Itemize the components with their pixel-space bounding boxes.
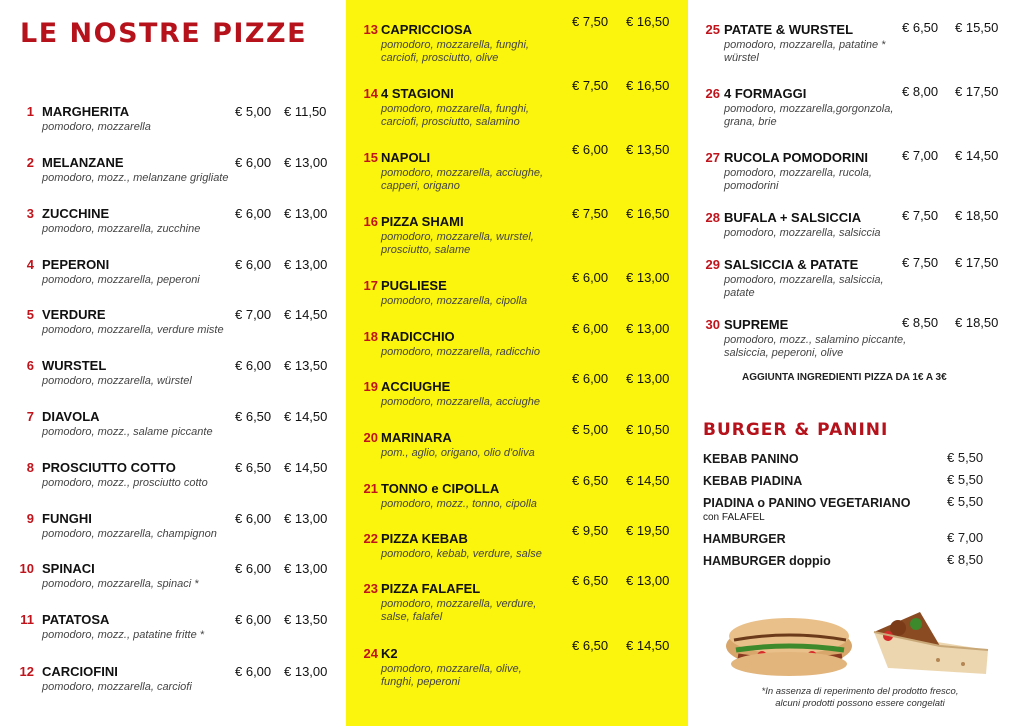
item-description: [724, 227, 881, 240]
price-small: € 8,00: [902, 84, 939, 99]
item-number: 2: [26, 155, 34, 170]
pizza-item: [358, 638, 684, 696]
price-large: € 10,50: [626, 422, 670, 437]
burger-price: € 5,50: [947, 494, 984, 509]
item-number: 7: [26, 409, 34, 424]
burger-item: [703, 532, 993, 552]
price-small: € 7,00: [902, 148, 939, 163]
item-description: [724, 39, 885, 65]
pizza-item: [358, 573, 684, 631]
description-line-2: salse, falafel: [381, 611, 443, 623]
item-number: 12: [19, 664, 34, 679]
sandwich-image: [722, 606, 857, 684]
item-description: pomodoro, mozzarella, champignon: [42, 528, 217, 540]
item-name: WURSTEL: [42, 358, 107, 373]
pizza-item: [698, 22, 1018, 77]
footnote-line-1: *In assenza di reperimento del prodotto fresco,: [761, 686, 959, 697]
description-line-2: patate: [724, 287, 755, 299]
price-small: € 6,50: [572, 573, 609, 588]
item-name: SALSICCIA & PATATE: [724, 257, 859, 272]
item-number: 25: [705, 22, 720, 37]
price-small: € 5,00: [235, 104, 272, 119]
item-description: pomodoro, mozzarella, würstel: [42, 375, 192, 387]
price-large: € 13,00: [284, 206, 328, 221]
item-name: RUCOLA POMODORINI: [724, 150, 868, 165]
item-name: PATATE & WURSTEL: [724, 22, 854, 37]
price-large: € 13,00: [284, 155, 328, 170]
description-line-1: pomodoro, mozzarella, funghi,: [381, 39, 529, 51]
burger-price: € 8,50: [947, 552, 984, 567]
pizza-item: [12, 409, 342, 449]
pizza-item: [12, 155, 342, 195]
price-small: € 6,50: [235, 409, 272, 424]
pizza-item: [698, 257, 1018, 312]
item-number: 1: [26, 104, 34, 119]
pizza-item: [12, 460, 342, 500]
price-small: € 6,50: [572, 638, 609, 653]
item-name: PIZZA FALAFEL: [381, 581, 481, 596]
item-number: 15: [363, 150, 378, 165]
burger-price: € 7,00: [947, 530, 984, 545]
item-name: 4 FORMAGGI: [724, 86, 807, 101]
item-name: MARINARA: [381, 430, 452, 445]
item-name: DIAVOLA: [42, 409, 100, 424]
item-name: ZUCCHINE: [42, 206, 110, 221]
item-description: pomodoro, mozzarella, carciofi: [42, 681, 192, 693]
price-large: € 13,00: [626, 321, 670, 336]
description-line-2: salsiccia, peperoni, olive: [724, 347, 844, 359]
description-line-1: pomodoro, mozzarella,gorgonzola,: [724, 103, 894, 115]
description-line-1: pomodoro, mozzarella, olive,: [381, 663, 522, 675]
item-description: [381, 39, 529, 65]
pizza-item: [12, 511, 342, 551]
price-large: € 16,50: [626, 14, 670, 29]
item-number: 28: [705, 210, 720, 225]
burger-item: [703, 474, 993, 494]
price-small: € 6,50: [572, 473, 609, 488]
item-name: SUPREME: [724, 317, 789, 332]
item-description: [381, 103, 529, 129]
description-line-2: grana, brie: [724, 116, 777, 128]
item-description: [381, 295, 527, 308]
item-description: pomodoro, mozzarella, spinaci *: [42, 578, 199, 590]
description-line-2: capperi, origano: [381, 180, 460, 192]
description-line-1: pom., aglio, origano, olio d'oliva: [381, 447, 535, 459]
menu-column-2: [346, 0, 688, 726]
item-name: SPINACI: [42, 561, 95, 576]
burger-name: PIADINA o PANINO VEGETARIANO: [703, 496, 911, 510]
price-large: € 13,00: [626, 573, 670, 588]
burger-name: KEBAB PANINO: [703, 452, 799, 466]
extra-ingredients-note: AGGIUNTA INGREDIENTI PIZZA DA 1€ A 3€: [742, 372, 947, 383]
burger-name: HAMBURGER: [703, 532, 786, 546]
pizza-item: [12, 664, 342, 704]
pizza-item: [12, 206, 342, 246]
item-description: [724, 103, 893, 129]
price-large: € 16,50: [626, 78, 670, 93]
item-description: [381, 548, 542, 561]
item-description: [381, 598, 536, 624]
description-line-1: pomodoro, mozzarella, wurstel,: [381, 231, 534, 243]
item-name: TONNO e CIPOLLA: [381, 481, 500, 496]
price-small: € 6,00: [572, 371, 609, 386]
item-description: [381, 663, 522, 689]
item-description: [381, 231, 534, 257]
item-name: PROSCIUTTO COTTO: [42, 460, 176, 475]
item-description: [381, 346, 540, 359]
item-name: K2: [381, 646, 398, 661]
item-number: 22: [363, 531, 378, 546]
price-large: € 14,50: [955, 148, 999, 163]
item-description: pomodoro, mozz., salame piccante: [42, 426, 213, 438]
item-name: PUGLIESE: [381, 278, 447, 293]
item-number: 10: [19, 561, 34, 576]
price-small: € 6,00: [235, 358, 272, 373]
price-large: € 13,50: [284, 612, 328, 627]
menu-column-1: [0, 0, 346, 726]
item-number: 5: [26, 307, 34, 322]
burger-item: [703, 554, 993, 574]
pizza-item: [12, 358, 342, 398]
pizza-item: [358, 142, 684, 200]
burger-price: € 5,50: [947, 472, 984, 487]
item-description: [381, 447, 535, 460]
page-title: LE NOSTRE PIZZE: [20, 18, 308, 49]
item-description: pomodoro, mozz., melanzane grigliate: [42, 172, 229, 184]
description-line-1: pomodoro, mozzarella, radicchio: [381, 346, 540, 358]
item-name: VERDURE: [42, 307, 106, 322]
price-small: € 6,00: [235, 155, 272, 170]
price-small: € 7,50: [902, 255, 939, 270]
item-name: BUFALA + SALSICCIA: [724, 210, 862, 225]
description-line-1: pomodoro, mozzarella, acciughe,: [381, 167, 544, 179]
price-small: € 6,50: [235, 460, 272, 475]
burger-item: [703, 494, 993, 523]
description-line-1: pomodoro, mozzarella, funghi,: [381, 103, 529, 115]
description-line-2: pomodorini: [724, 180, 779, 192]
price-large: € 14,50: [626, 638, 670, 653]
item-number: 20: [363, 430, 378, 445]
price-small: € 7,00: [235, 307, 272, 322]
burger-name: KEBAB PIADINA: [703, 474, 803, 488]
item-number: 4: [26, 257, 34, 272]
price-small: € 9,50: [572, 523, 609, 538]
item-description: [724, 167, 872, 193]
burger-section-title: BURGER & PANINI: [703, 420, 889, 440]
item-name: CARCIOFINI: [42, 664, 118, 679]
item-name: ACCIUGHE: [381, 379, 451, 394]
price-small: € 6,00: [235, 664, 272, 679]
price-large: € 18,50: [955, 208, 999, 223]
burger-name: HAMBURGER doppio: [703, 554, 831, 568]
footnote-line-2: alcuni prodotti possono essere congelati: [775, 698, 945, 709]
price-small: € 7,50: [902, 208, 939, 223]
pizza-item: [358, 78, 684, 136]
pizza-item: [698, 86, 1018, 141]
price-large: € 11,50: [284, 104, 327, 119]
footnote: [720, 686, 1000, 710]
description-line-2: funghi, peperoni: [381, 676, 460, 688]
price-small: € 6,00: [572, 321, 609, 336]
item-number: 17: [363, 278, 378, 293]
item-number: 14: [363, 86, 378, 101]
item-description: [381, 396, 540, 409]
item-name: NAPOLI: [381, 150, 431, 165]
item-description: pomodoro, mozzarella, peperoni: [42, 274, 200, 286]
item-description: pomodoro, mozzarella: [42, 121, 151, 133]
price-large: € 14,50: [284, 409, 328, 424]
item-number: 27: [705, 150, 720, 165]
price-small: € 6,00: [235, 206, 272, 221]
item-number: 8: [26, 460, 34, 475]
item-name: RADICCHIO: [381, 329, 455, 344]
item-description: pomodoro, mozz., prosciutto cotto: [42, 477, 208, 489]
price-small: € 6,00: [235, 612, 272, 627]
description-line-1: pomodoro, kebab, verdure, salse: [381, 548, 542, 560]
price-large: € 13,00: [626, 270, 670, 285]
item-name: 4 STAGIONI: [381, 86, 454, 101]
item-description: pomodoro, mozzarella, verdure miste: [42, 324, 224, 336]
description-line-1: pomodoro, mozzarella, salsiccia: [724, 227, 881, 239]
item-number: 21: [363, 481, 378, 496]
description-line-1: pomodoro, mozz., salamino piccante,: [724, 334, 907, 346]
pizza-item: [12, 307, 342, 347]
item-number: 19: [363, 379, 378, 394]
price-small: € 8,50: [902, 315, 939, 330]
pizza-item: [698, 317, 1018, 372]
price-large: € 13,00: [284, 511, 328, 526]
price-small: € 6,00: [235, 511, 272, 526]
description-line-1: pomodoro, mozzarella, cipolla: [381, 295, 528, 307]
description-line-2: carciofi, prosciutto, salamino: [381, 116, 520, 128]
price-large: € 17,50: [955, 84, 999, 99]
price-small: € 5,00: [572, 422, 609, 437]
item-name: CAPRICCIOSA: [381, 22, 473, 37]
price-large: € 13,00: [284, 561, 328, 576]
description-line-1: pomodoro, mozz., tonno, cipolla: [381, 498, 537, 510]
description-line-2: würstel: [724, 52, 759, 64]
item-number: 26: [705, 86, 720, 101]
item-description: pomodoro, mozz., patatine fritte *: [42, 629, 205, 641]
description-line-1: pomodoro, mozzarella, verdure,: [381, 598, 537, 610]
item-number: 23: [363, 581, 378, 596]
burger-item: [703, 452, 993, 472]
item-name: MELANZANE: [42, 155, 124, 170]
price-small: € 6,50: [902, 20, 939, 35]
item-description: [724, 334, 906, 360]
description-line-1: pomodoro, mozzarella, patatine *: [724, 39, 886, 51]
description-line-2: prosciutto, salame: [381, 244, 471, 256]
price-large: € 13,00: [284, 257, 328, 272]
price-small: € 7,50: [572, 206, 609, 221]
price-large: € 14,50: [284, 460, 328, 475]
item-description: [724, 274, 884, 300]
pizza-item: [698, 150, 1018, 205]
description-line-1: pomodoro, mozzarella, rucola,: [724, 167, 872, 179]
pizza-item: [12, 104, 342, 144]
item-number: 9: [26, 511, 34, 526]
price-large: € 17,50: [955, 255, 999, 270]
price-small: € 6,00: [235, 561, 272, 576]
item-description: [381, 167, 543, 193]
price-large: € 18,50: [955, 315, 999, 330]
item-name: PEPERONI: [42, 257, 110, 272]
price-large: € 16,50: [626, 206, 670, 221]
item-number: 18: [363, 329, 378, 344]
item-number: 24: [363, 646, 378, 661]
description-line-1: pomodoro, mozzarella, salsiccia,: [724, 274, 884, 286]
pizza-item: [358, 206, 684, 264]
price-large: € 13,00: [626, 371, 670, 386]
description-line-2: carciofi, prosciutto, olive: [381, 52, 499, 64]
item-name: PIZZA KEBAB: [381, 531, 468, 546]
item-name: PATATOSA: [42, 612, 110, 627]
price-small: € 6,00: [572, 142, 609, 157]
price-large: € 13,50: [626, 142, 670, 157]
item-number: 6: [26, 358, 34, 373]
item-number: 3: [26, 206, 34, 221]
price-small: € 6,00: [572, 270, 609, 285]
item-number: 16: [363, 214, 378, 229]
item-name: PIZZA SHAMI: [381, 214, 464, 229]
price-large: € 13,50: [284, 358, 328, 373]
price-small: € 6,00: [235, 257, 272, 272]
price-small: € 7,50: [572, 14, 609, 29]
item-description: pomodoro, mozzarella, zucchine: [42, 223, 201, 235]
pizza-item: [12, 561, 342, 601]
burger-note: con FALAFEL: [703, 512, 765, 523]
item-number: 11: [20, 612, 34, 627]
price-large: € 19,50: [626, 523, 670, 538]
burger-price: € 5,50: [947, 450, 984, 465]
pizza-item: [12, 612, 342, 652]
item-number: 29: [705, 257, 720, 272]
pizza-item: [12, 257, 342, 297]
price-small: € 7,50: [572, 78, 609, 93]
item-number: 13: [363, 22, 378, 37]
item-name: MARGHERITA: [42, 104, 130, 119]
item-number: 30: [705, 317, 720, 332]
price-large: € 14,50: [284, 307, 328, 322]
price-large: € 13,00: [284, 664, 328, 679]
price-large: € 14,50: [626, 473, 670, 488]
wrap-image: [868, 602, 998, 682]
pizza-item: [358, 14, 684, 72]
price-large: € 15,50: [955, 20, 999, 35]
item-description: [381, 498, 537, 511]
item-name: FUNGHI: [42, 511, 92, 526]
description-line-1: pomodoro, mozzarella, acciughe: [381, 396, 540, 408]
